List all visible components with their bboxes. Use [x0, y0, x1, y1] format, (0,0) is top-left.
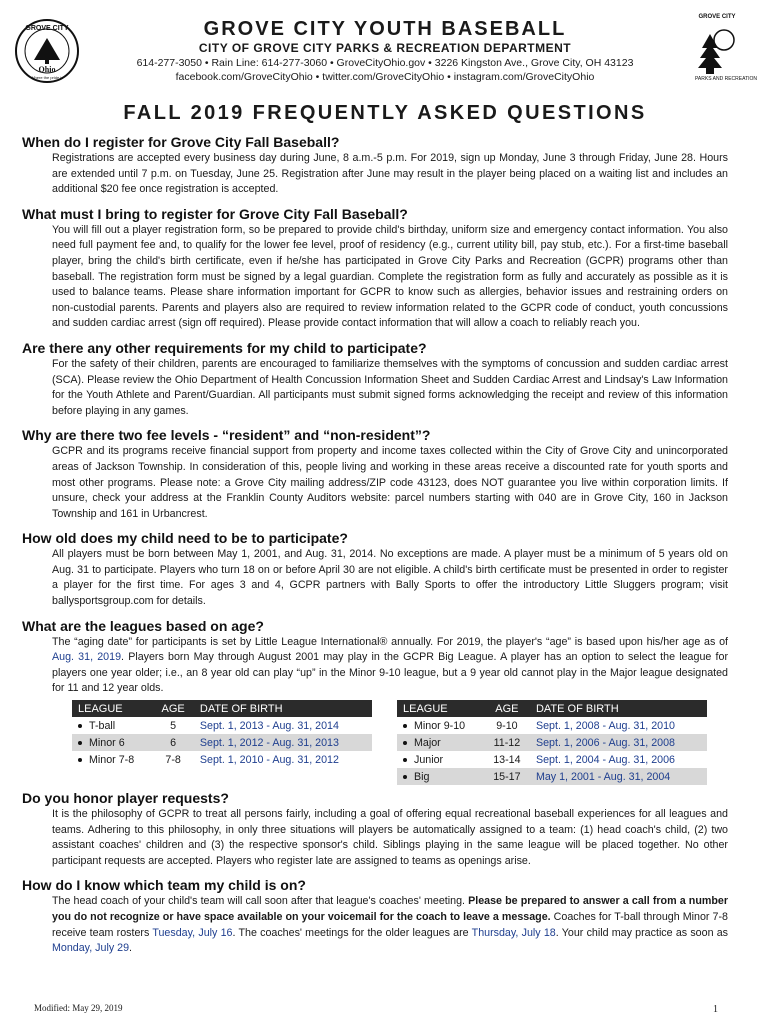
modified-date: Modified: May 29, 2019	[34, 1003, 123, 1013]
bullet-icon	[403, 758, 407, 762]
faq-answer: For the safety of their children, parents are encouraged to familiarize themselves with the symptoms of concussion and sudden cardiac arrest (SCA). Please review the Ohio Department of Health Concussion Information Sheet and Sudden Cardiac Arrest and Lindsay's Law Information for the Youth Athlete and Parent/Guardian. All participants must submit signed forms acknowledging the receipt and review of this information before playing in any games.	[52, 357, 728, 417]
aging-date: Aug. 31, 2019	[52, 651, 122, 664]
age-cell: 5	[170, 719, 177, 732]
bullet-icon	[78, 724, 82, 728]
answer-text: . The coaches' meetings for the older leagues are	[232, 926, 472, 939]
age-cell: 9-10	[496, 719, 518, 732]
social-line: facebook.com/GroveCityOhio • twitter.com/GroveCityOhio • instagram.com/GroveCityOhio	[175, 71, 595, 83]
roster-date: Tuesday, July 16	[152, 926, 233, 939]
league-name: Minor 7-8	[89, 753, 135, 766]
logo-right-bottom-text: PARKS AND RECREATION	[694, 76, 758, 82]
answer-text: . Players born May through August 2001 may play in the GCPR Big League. A player has an option to select the league for players one year older; i.e., an 8 year old can play “up” in the Minor 9-10 league, but a 9 year old cannot play in the Major league designated for 11 and 12 year olds.	[52, 651, 729, 695]
answer-text: Coaches for T-ball through Minor 7-8 receive team rosters	[52, 911, 728, 939]
logo-left-mid-text: Ohio	[38, 65, 56, 74]
faq-answer	[52, 894, 728, 956]
league-name: Minor 6	[89, 736, 125, 749]
header-league: LEAGUE	[397, 700, 484, 717]
age-cell: 6	[152, 734, 194, 751]
bullet-icon	[403, 741, 407, 745]
org-title: GROVE CITY YOUTH BASEBALL	[203, 18, 567, 40]
faq-question: What are the leagues based on age?	[22, 617, 264, 634]
faq-question: What must I bring to register for Grove City Fall Baseball?	[22, 205, 408, 222]
league-cell	[397, 751, 484, 768]
bullet-icon	[78, 741, 82, 745]
faq-question: How old does my child need to be to participate?	[22, 530, 348, 547]
league-tables	[52, 700, 728, 782]
table-row	[72, 717, 372, 734]
faq-answer: It is the philosophy of GCPR to treat all persons fairly, including a goal of offering equal recreational baseball experiences for all leagues and teams. Adhering to this philosophy, in only three situations will players be automatically assigned to a team: (1) head coach's child, (2) two assistant coaches' children and (3) the respective sponsor's child. Siblings playing in the same league will be placed together. No other participant requests are accepted. Players who register late are assigned to teams as openings arise.	[52, 808, 728, 867]
faq-question: How do I know which team my child is on?	[22, 877, 306, 894]
dob-cell: Sept. 1, 2012 - Aug. 31, 2013	[194, 734, 372, 751]
practice-date: Monday, July 29	[52, 942, 130, 955]
league-name: Major	[414, 736, 441, 749]
dob-cell: Sept. 1, 2008 - Aug. 31, 2010	[535, 719, 675, 732]
contact-line: 614-277-3050 • Rain Line: 614-277-3060 • GroveCityOhio.gov • 3226 Kingston Ave., Grove City, OH 43123	[136, 57, 634, 69]
faq-answer: You will fill out a player registration form, so be prepared to provide child's birthday, uniform size and emergency contact information. You also need full payment fee and, to qualify for the lower fee level, proof of residency (e.g., current utility bill, pay stub, etc.). For a first-time baseball player, bring the child's birth certificate, even if he/she has participated in Grove City Parks and Recreation (GCPR) programs other than baseball. The registration form must be signed by a legal guardian. Complete the registration form as fully and accurately as possible as it is used to balance teams. Please share information important for GCPR to know such as allergies, behavior issues and restraining orders on non-custodial parents. Parents and players also are required to review information related to the GCPR code of conduct, youth concussions and sudden cardiac arrest (sign off required). Please provide contact information that will allow a coach to reliably reach you.	[52, 223, 728, 330]
logo-right-top-text: GROVE CITY	[698, 14, 736, 20]
faq-answer: GCPR and its programs receive financial support from property and income taxes collected within the City of Grove City and unincorporated areas of Jackson Township. In consideration of this, people living and working in these areas receive a discounted rate for youth sports and most other programs. Please note: a Grove City mailing address/ZIP code 43123, does NOT guarantee you live within corporation limits. If unsure, check your address at the Franklin County Auditors website: parcel numbers starting with 040 are in Grove City, 160 in Jackson Township and 161 in Urbancrest.	[52, 445, 728, 520]
league-cell	[72, 717, 152, 734]
faq-content	[22, 130, 728, 957]
document-title: FALL 2019 FREQUENTLY ASKED QUESTIONS	[123, 102, 647, 124]
answer-emphasis: Please be prepared to answer a call from a number you do not recognize or have space available on your voicemail for the coach to leave a message.	[52, 895, 728, 923]
dob-cell: Sept. 1, 2013 - Aug. 31, 2014	[199, 719, 339, 732]
faq-question: Are there any other requirements for my child to participate?	[22, 339, 427, 356]
age-cell: 11-12	[484, 734, 530, 751]
faq-question: Do you honor player requests?	[22, 790, 229, 807]
faq-answer	[52, 635, 728, 697]
logo-left-bottom-text: Where the pride is	[30, 75, 64, 80]
page-header	[0, 0, 770, 100]
answer-text: The head coach of your child's team will call soon after that league's coaches' meeting.	[52, 895, 469, 908]
league-name: Big	[414, 770, 430, 783]
answer-text: . Your child may practice as soon as	[555, 926, 729, 939]
meeting-date: Thursday, July 18	[471, 926, 556, 939]
table-row	[397, 751, 707, 768]
header-age: AGE	[484, 700, 530, 717]
header-league: LEAGUE	[72, 700, 152, 717]
league-table-left	[72, 700, 372, 768]
league-table-right	[397, 700, 707, 785]
bullet-icon	[403, 775, 407, 779]
answer-text: .	[129, 942, 133, 955]
dob-cell: Sept. 1, 2004 - Aug. 31, 2006	[535, 753, 675, 766]
logo-left-top-text: GROVE CITY	[25, 25, 69, 32]
league-cell	[72, 734, 152, 751]
table-header-row	[397, 700, 707, 717]
parks-recreation-logo	[686, 10, 758, 90]
dob-cell: Sept. 1, 2010 - Aug. 31, 2012	[199, 753, 339, 766]
org-subtitle: CITY OF GROVE CITY PARKS & RECREATION DEPARTMENT	[198, 41, 572, 55]
header-dob: DATE OF BIRTH	[530, 700, 707, 717]
age-cell: 7-8	[165, 753, 181, 766]
header-dob: DATE OF BIRTH	[194, 700, 372, 717]
table-row	[397, 734, 707, 751]
bullet-icon	[403, 724, 407, 728]
faq-question: Why are there two fee levels - “resident” and “non-resident”?	[22, 427, 431, 444]
faq-answer: Registrations are accepted every business day during June, 8 a.m.-5 p.m. For 2019, sign up Monday, June 3 through Friday, June 28. Hours are extended until 7 p.m. on Tuesday, June 25. Registration after June may result in the player being placed on a waiting list and includes an additional $20 fee once registration is accepted.	[52, 152, 728, 196]
table-header-row	[72, 700, 372, 717]
league-name: Junior	[414, 753, 444, 766]
table-row	[397, 717, 707, 734]
table-row	[72, 734, 372, 751]
dob-cell: May 1, 2001 - Aug. 31, 2004	[530, 768, 707, 785]
faq-answer: All players must be born between May 1, 2001, and Aug. 31, 2014. No exceptions are made. A player must be a minimum of 5 years old on Aug. 31 to participate. Players who turn 18 on or before April 30 are not eligible. A child's birth certificate must be presented in order to register a player for the first time. For ages 3 and 4, GCPR partners with Bally Sports to offer the introductory Little Sluggers program; visit ballysportsgroup.com for details.	[52, 548, 728, 608]
page-number: 1	[713, 1004, 718, 1015]
league-cell	[397, 734, 484, 751]
dob-cell: Sept. 1, 2006 - Aug. 31, 2008	[530, 734, 707, 751]
faq-question: When do I register for Grove City Fall Baseball?	[22, 134, 340, 150]
table-row	[72, 751, 372, 768]
league-name: T-ball	[89, 719, 116, 732]
answer-text: The “aging date” for participants is set by Little League International® annually. For 2019, the player's “age” is based upon his/her age as of	[52, 635, 728, 648]
league-cell	[397, 768, 484, 785]
table-row	[397, 768, 707, 785]
header-age: AGE	[152, 700, 194, 717]
age-cell: 13-14	[493, 753, 521, 766]
league-cell	[397, 717, 484, 734]
age-cell: 15-17	[484, 768, 530, 785]
league-name: Minor 9-10	[414, 719, 466, 732]
bullet-icon	[78, 758, 82, 762]
league-cell	[72, 751, 152, 768]
